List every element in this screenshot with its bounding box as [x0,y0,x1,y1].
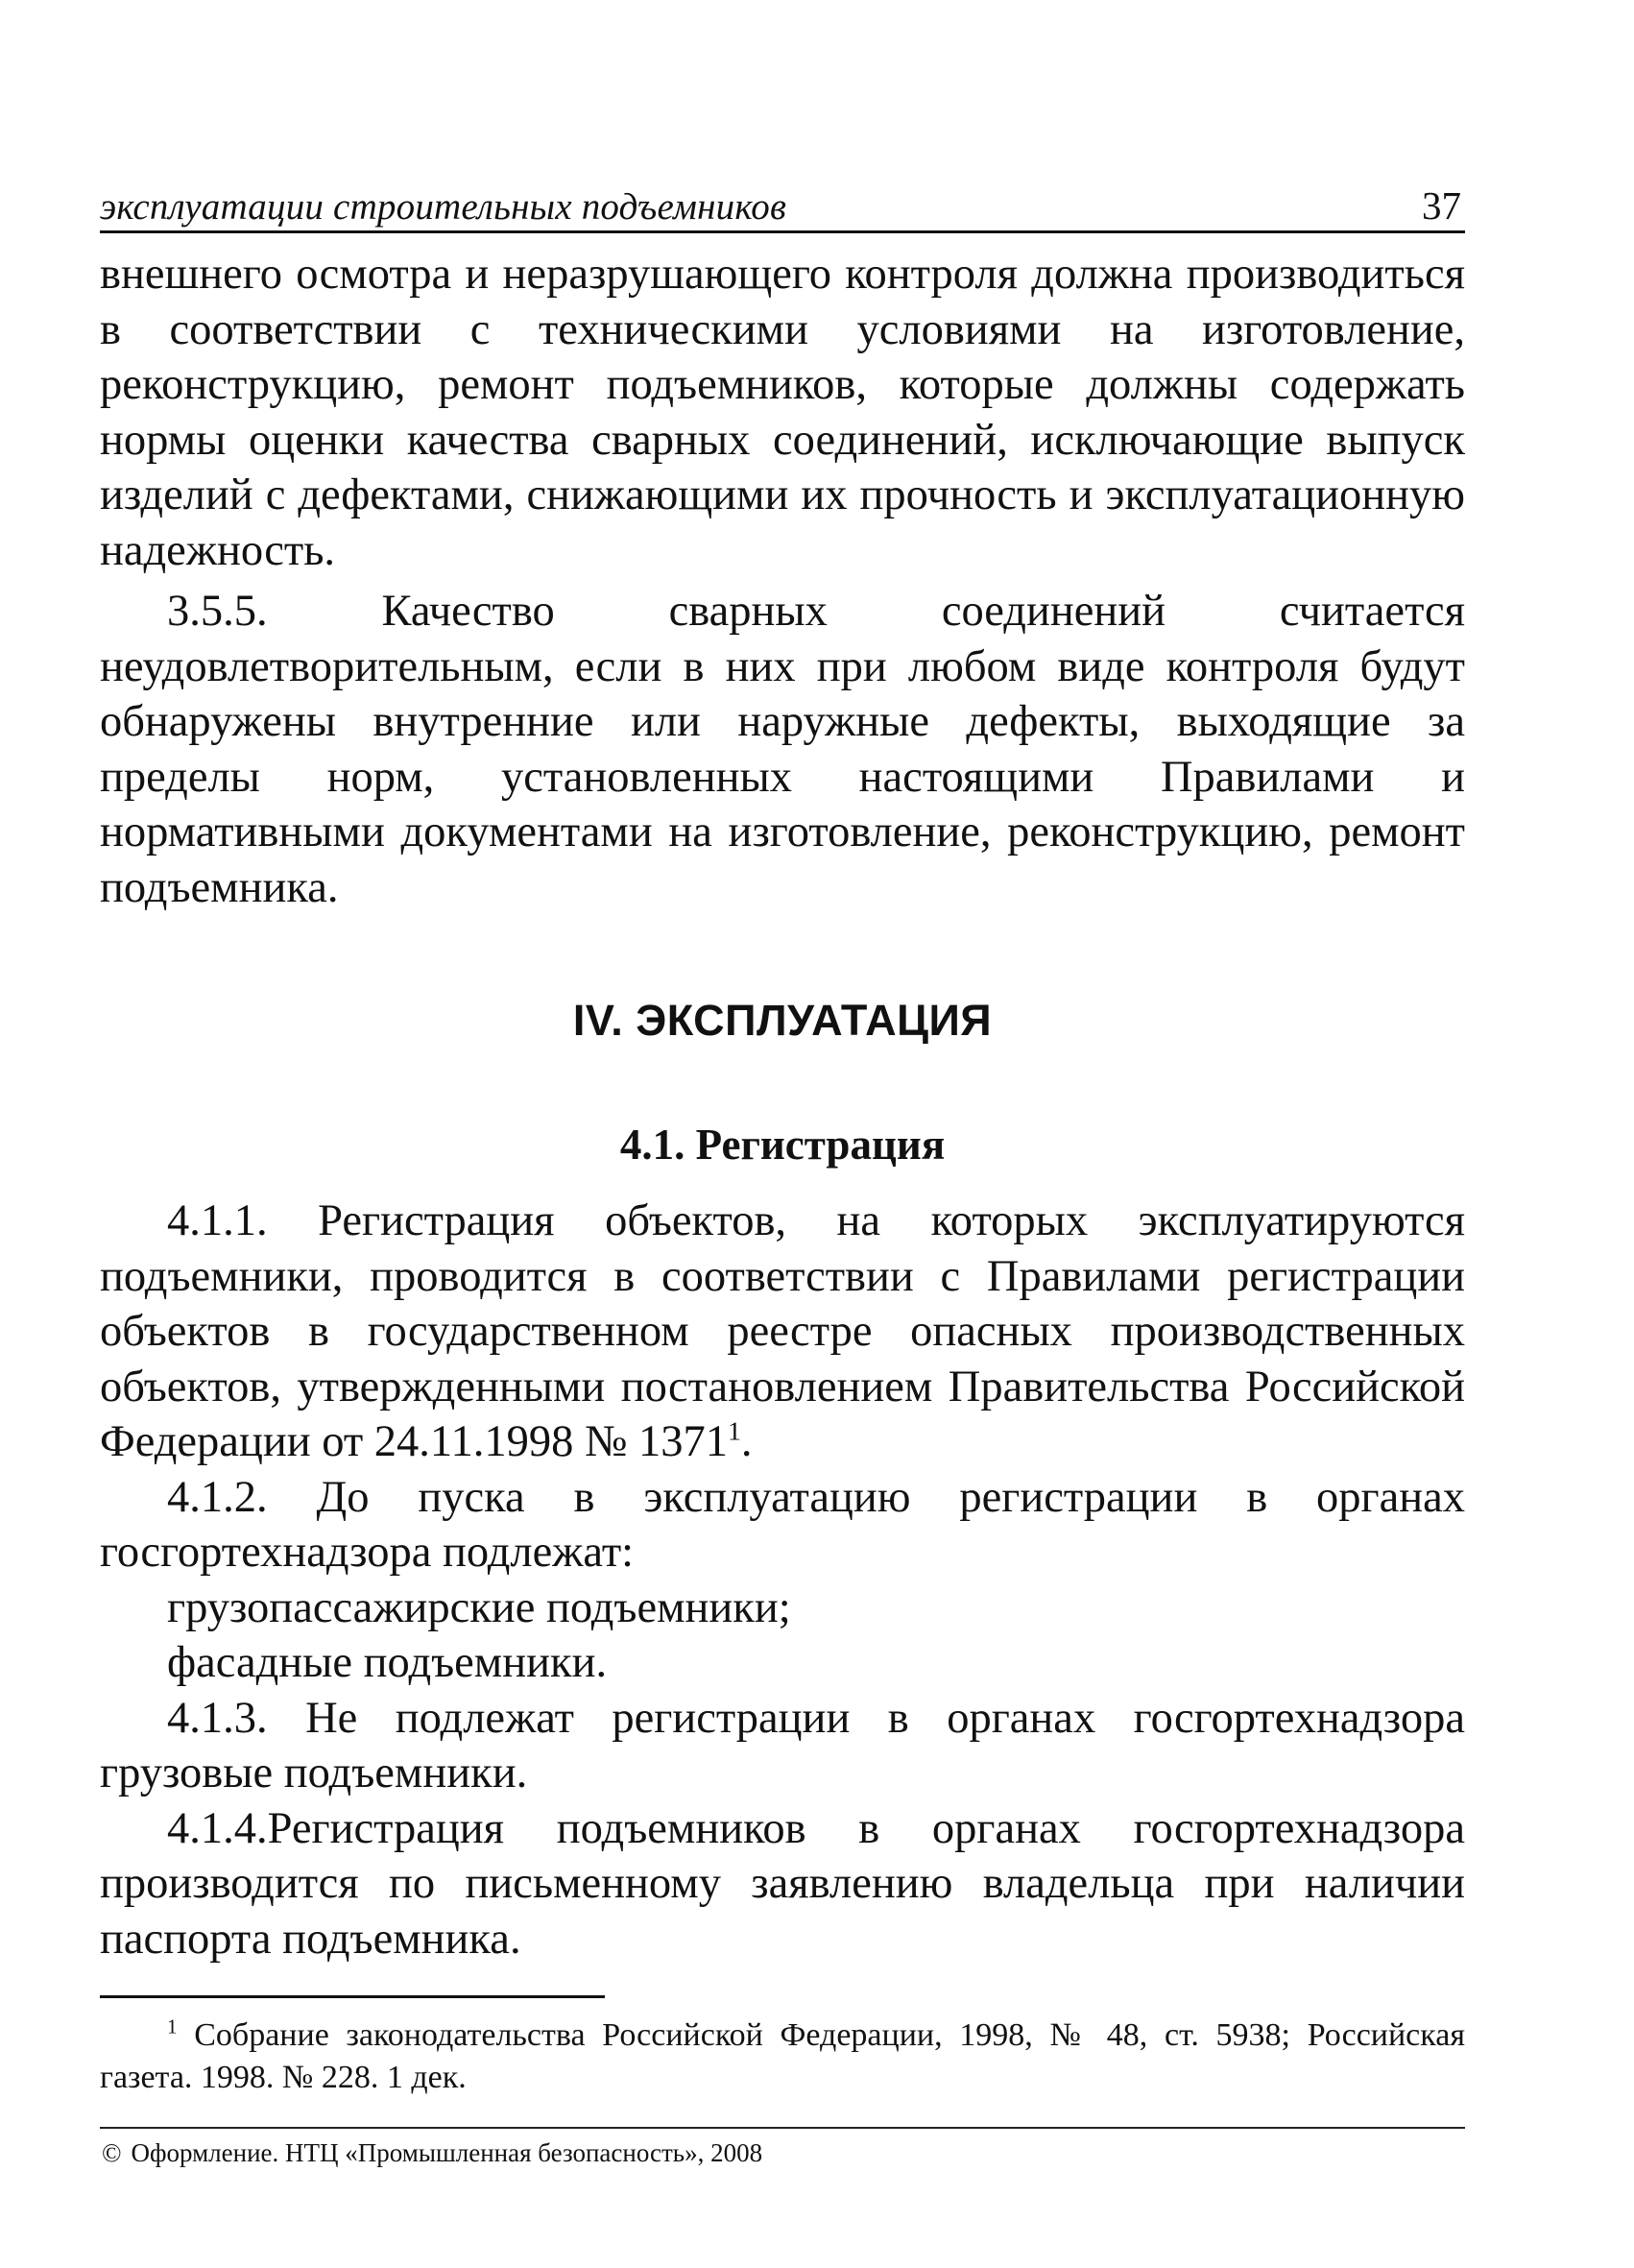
copyright-divider [100,2127,1465,2129]
paragraph-4-1-2: 4.1.2. До пуска в эксплуатацию регистрации в органах госгортехнадзора подлежат: [100,1472,1465,1577]
list-item-facade: фасадные подъемники. [167,1638,608,1687]
footnote-reference: 1 [727,1416,741,1447]
footnote-marker: 1 [167,2015,178,2039]
document-page [100,173,1465,1966]
paragraph-4-1-4: 4.1.4.Регистрация подъемников в органах госгортехнадзора производится по письменному заявлению владельца при наличии паспорта подъемника. [100,1803,1465,1964]
footnote-text: Собрание законодательства Российской Федерации, 1998, № 48, ст. 5938; Российская газета. 1998. № 228. 1 дек. [100,2017,1465,2095]
running-head [100,173,1465,233]
chapter-heading: IV. ЭКСПЛУАТАЦИЯ [572,996,993,1045]
running-head-title: эксплуатации строительных подъемников [100,186,787,228]
page-number: 37 [1422,183,1461,228]
copyright-symbol: © [102,2138,122,2167]
footnote-divider [100,1995,605,1998]
paragraph-4-1-3: 4.1.3. Не подлежат регистрации в органах госгортехнадзора грузовые подъемники. [100,1693,1465,1798]
copyright-text: Оформление. НТЦ «Промышленная безопасность», 2008 [131,2138,763,2167]
footnote [100,2015,1465,2099]
list-item-freight-passenger: грузопассажирские подъемники; [167,1582,791,1632]
section-heading: 4.1. Регистрация [619,1121,946,1169]
copyright-line [102,2136,762,2169]
paragraph-continued: внешнего осмотра и неразрушающего контроля должна производиться в соответствии с техническими условиями на изготовление, реконструкцию, ремонт подъемников, которые должны содержать нормы оценки качества сварных соединений, исключающие выпуск изделий с дефектами, снижающими их прочность и эксплуатационную надежность. [100,250,1465,575]
paragraph-3-5-5: 3.5.5. Качество сварных соединений считается неудовлетворительным, если в них при любом виде контроля будут обнаружены внутренние или наружные дефекты, выходящие за пределы норм, установленных настоящими Правилами и нормативными документами на изготовление, реконструкцию, ремонт подъемника. [100,587,1465,912]
paragraph-4-1-1-end: . [740,1417,753,1466]
paragraph-4-1-1 [100,1194,1465,1470]
paragraph-4-1-1-text: 4.1.1. Регистрация объектов, на которых эксплуатируются подъемники, проводится в соответствии с Правилами регистрации объектов в государственном реестре опасных производственных объектов, утвержденными постановлением Правительства Российской Федерации от 24.11.1998 № 1371 [100,1196,1465,1466]
